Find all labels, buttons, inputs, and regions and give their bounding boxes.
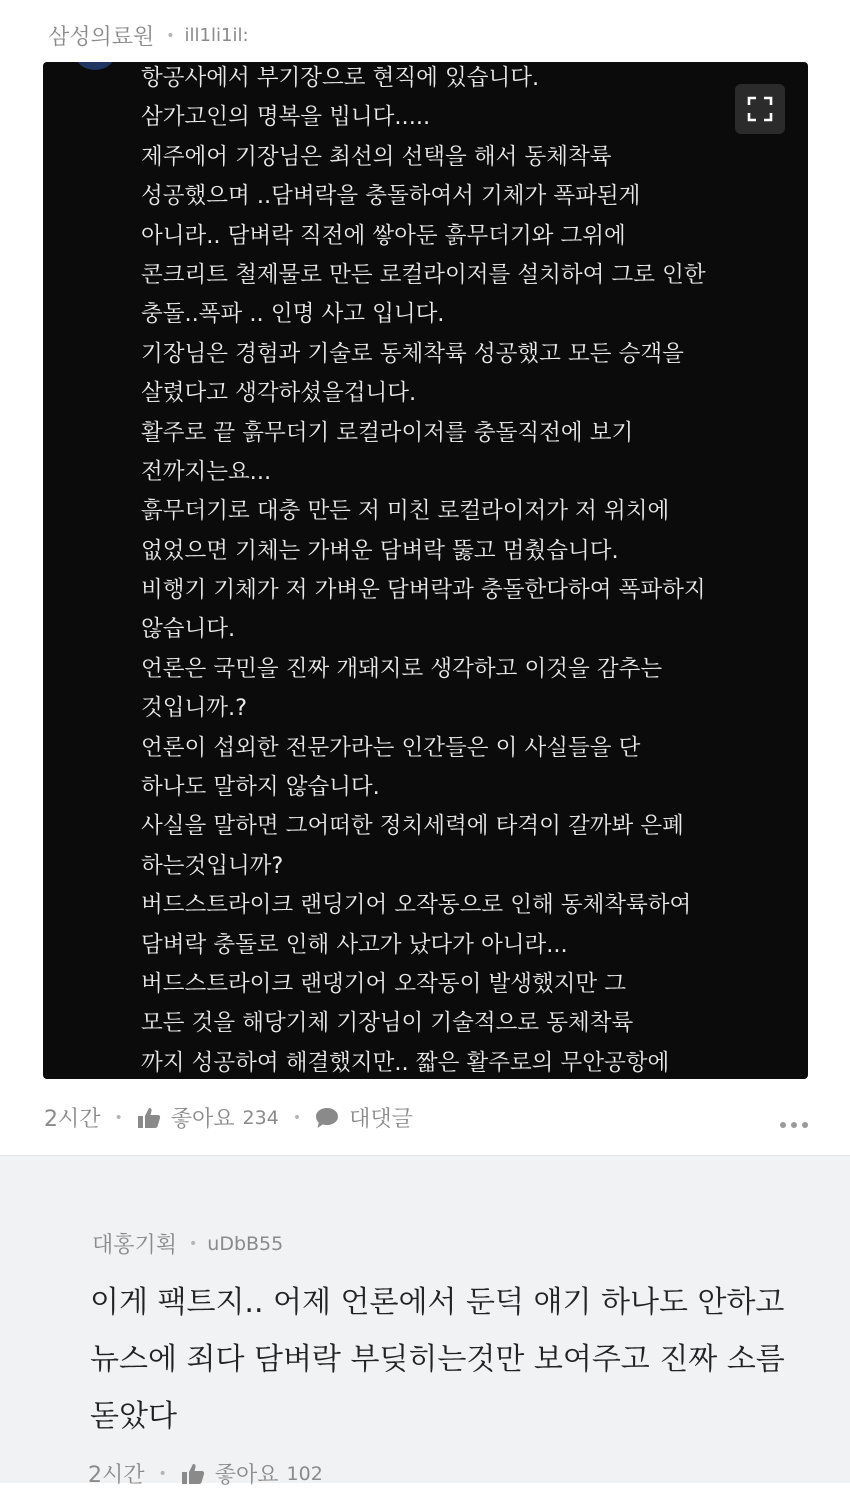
image-text-line: 성공했으며 ..담벼락을 충돌하여서 기체가 폭파된게 xyxy=(141,183,641,210)
expand-image-button[interactable] xyxy=(735,84,785,134)
image-text-line: 콘크리트 철제물로 만든 로컬라이저를 설치하여 그로 인한 xyxy=(141,261,706,288)
thumbs-up-icon xyxy=(181,1463,205,1485)
separator-dot: • xyxy=(158,1465,167,1482)
image-text-line: 제주에어 기장님은 최선의 선택을 해서 동체착륙 xyxy=(141,143,612,170)
image-text-line: 아니라.. 담벼락 직전에 쌓아둔 흙무더기와 그위에 xyxy=(141,222,626,249)
image-text-line: 언론은 국민을 진짜 개돼지로 생각하고 이것을 감추는 xyxy=(141,655,663,682)
comment-author[interactable]: 대홍기획 xyxy=(92,1233,178,1258)
image-text-line: 버드스트라이크 랜딩기어 오작동으로 인해 동체착륙하여 xyxy=(141,892,692,919)
image-text-line: 하나도 말하지 않습니다. xyxy=(141,774,380,801)
more-icon-dot xyxy=(791,1122,797,1128)
avatar xyxy=(75,62,115,70)
comment-image[interactable] xyxy=(43,62,808,1079)
separator-dot: • xyxy=(166,27,175,44)
like-button[interactable] xyxy=(137,1102,279,1133)
comment-meta xyxy=(48,20,249,51)
like-label: 좋아요 xyxy=(170,1107,235,1132)
image-text-line: 담벼락 충돌로 인해 사고가 났다가 아니라... xyxy=(141,931,568,958)
image-text-line: 버드스트라이크 랜댕기어 오작동이 발생했지만 그 xyxy=(141,970,627,997)
comment-time: 2시간 xyxy=(88,1463,145,1488)
reply-label: 대댓글 xyxy=(349,1107,413,1132)
image-text-line: 흙무더기로 대충 만든 저 미친 로컬라이저가 저 위치에 xyxy=(141,498,670,525)
comment-body-line: 뉴스에 죄다 담벼락 부딪히는것만 보여주고 진짜 소름 xyxy=(90,1342,785,1377)
comment-actions xyxy=(44,1102,413,1133)
reply-button[interactable] xyxy=(315,1102,413,1133)
image-text-line: 언론이 섭외한 전문가라는 인간들은 이 사실들을 단 xyxy=(141,734,641,761)
image-text-line: 기장님은 경험과 기술로 동체착륙 성공했고 모든 승객을 xyxy=(141,340,684,367)
comment-author[interactable]: 삼성의료원 xyxy=(48,25,155,50)
like-label: 좋아요 xyxy=(214,1463,279,1488)
image-text-line: 까지 성공하여 해결했지만.. 짧은 활주로의 무안공항에 xyxy=(141,1049,670,1076)
image-text xyxy=(141,62,781,1079)
image-text-line: 충돌..폭파 .. 인명 사고 입니다. xyxy=(141,301,445,328)
like-button[interactable] xyxy=(181,1458,323,1489)
image-text-line: 살렸다고 생각하셨을겁니다. xyxy=(141,380,417,407)
comment-body-line: 이게 팩트지.. 어제 언론에서 둔덕 얘기 하나도 안하고 xyxy=(90,1285,785,1320)
comment-user-id: uDbB55 xyxy=(207,1232,284,1255)
separator-dot: • xyxy=(189,1235,198,1252)
image-text-line: 전까지는요... xyxy=(141,458,272,485)
image-text-line: 사실을 말하면 그어떠한 정치세력에 타격이 갈까봐 은폐 xyxy=(141,813,684,840)
image-text-line: 항공사에서 부기장으로 현직에 있습니다. xyxy=(141,65,540,91)
comment-user-id: ill1li1il: xyxy=(184,25,249,46)
more-icon-dot xyxy=(802,1122,808,1128)
comment-meta xyxy=(92,1228,283,1259)
image-text-line: 것입니까.? xyxy=(141,695,248,722)
more-icon xyxy=(780,1122,786,1128)
comment-body xyxy=(90,1274,810,1445)
comment-body-line: 돋았다 xyxy=(90,1399,177,1434)
expand-icon xyxy=(747,96,773,122)
like-count: 102 xyxy=(286,1462,323,1485)
image-text-line: 없었으면 기체는 가벼운 담벼락 뚫고 멈췄습니다. xyxy=(141,537,619,564)
image-text-line: 모든 것을 해당기체 기장님이 기술적으로 동체착륙 xyxy=(141,1010,634,1037)
speech-bubble-icon xyxy=(315,1107,339,1129)
thumbs-up-icon xyxy=(137,1107,161,1129)
image-text-line: 삼가고인의 명복을 빕니다..... xyxy=(141,104,431,131)
image-text-line: 하는것입니까? xyxy=(141,852,284,879)
separator-dot: • xyxy=(114,1109,123,1126)
more-options-button[interactable] xyxy=(780,1122,808,1128)
comment-time: 2시간 xyxy=(44,1107,101,1132)
image-text-line: 비행기 기체가 저 가벼운 담벼락과 충돌한다하여 폭파하지 xyxy=(141,577,706,604)
like-count: 234 xyxy=(242,1106,279,1129)
comment-actions xyxy=(88,1458,323,1489)
image-text-line: 않습니다. xyxy=(141,616,236,643)
image-text-line: 활주로 끝 흙무더기 로컬라이저를 충돌직전에 보기 xyxy=(141,419,634,446)
separator-dot: • xyxy=(292,1109,302,1126)
comment-item xyxy=(0,1155,850,1488)
